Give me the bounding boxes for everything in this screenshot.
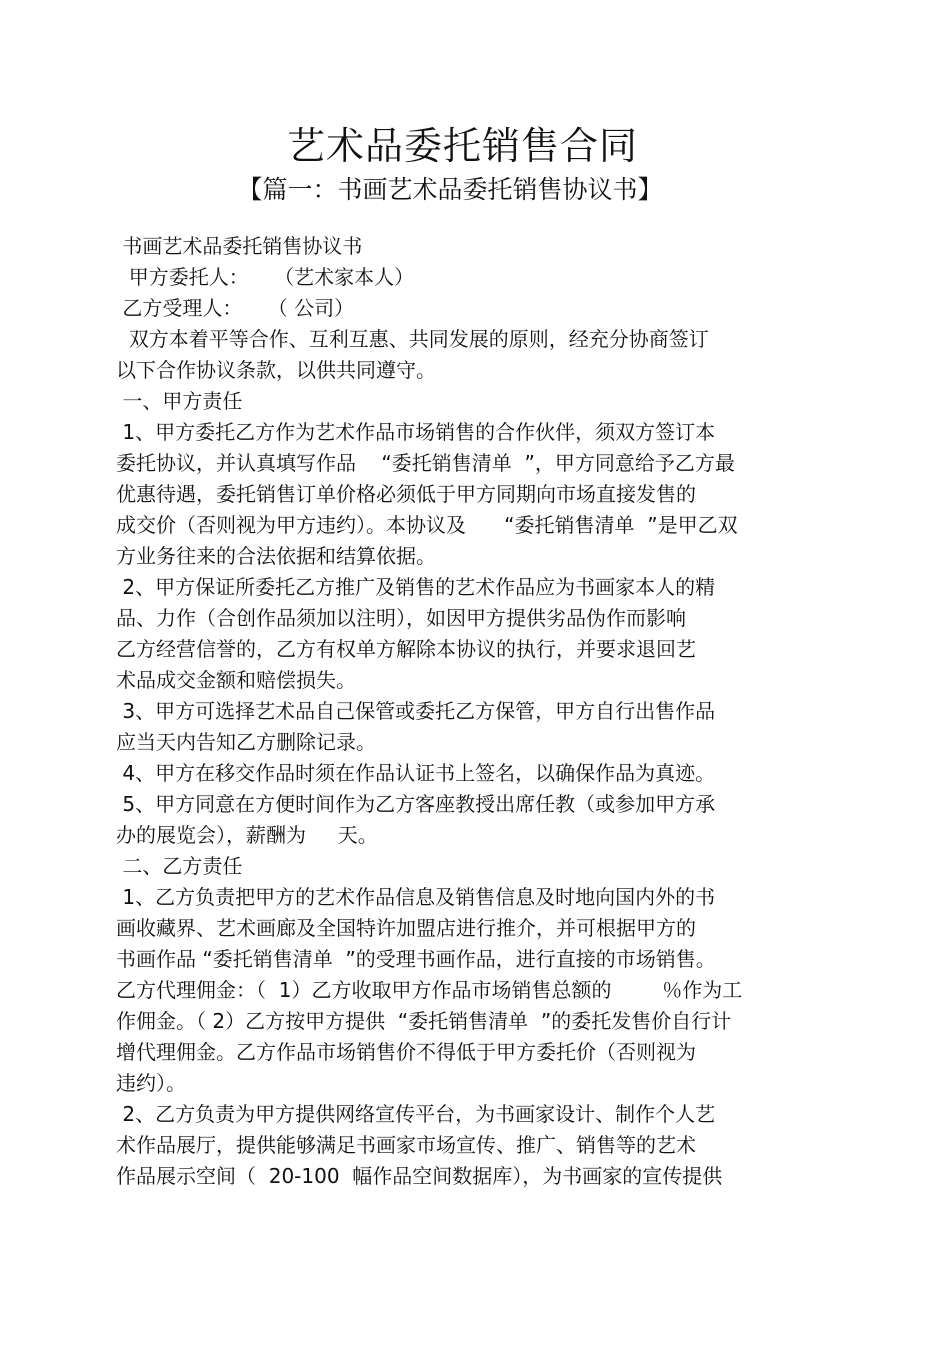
body-line: 作佣金。（ 2）乙方按甲方提供 “委托销售清单 ”的委托发售价自行计 bbox=[116, 1009, 732, 1033]
document-subtitle: 【篇一：书画艺术品委托销售协议书】 bbox=[237, 175, 663, 204]
body-line: 1、甲方委托乙方作为艺术作品市场销售的合作伙伴，须双方签订本 bbox=[116, 420, 716, 444]
body-line: 4、甲方在移交作品时须在作品认证书上签名，以确保作品为真迹。 bbox=[116, 761, 716, 785]
body-line: 术品成交金额和赔偿损失。 bbox=[116, 668, 356, 692]
body-line: 乙方受理人： （ 公司） bbox=[116, 296, 355, 320]
body-line: 2、乙方负责为甲方提供网络宣传平台，为书画家设计、制作个人艺 bbox=[116, 1102, 716, 1126]
body-line: 乙方代理佣金：（ 1）乙方收取甲方作品市场销售总额的 ％作为工 bbox=[116, 978, 743, 1002]
body-line: 增代理佣金。乙方作品市场销售价不得低于甲方委托价（否则视为 bbox=[116, 1040, 696, 1064]
body-line: 应当天内告知乙方删除记录。 bbox=[116, 730, 376, 754]
body-line: 甲方委托人： （艺术家本人） bbox=[116, 265, 415, 289]
body-line: 书画艺术品委托销售协议书 bbox=[116, 234, 363, 258]
body-line: 作品展示空间（ 20-100 幅作品空间数据库），为书画家的宣传提供 bbox=[116, 1164, 723, 1188]
body-line: 优惠待遇，委托销售订单价格必须低于甲方同期向市场直接发售的 bbox=[116, 482, 696, 506]
body-line: 画收藏界、艺术画廊及全国特许加盟店进行推介，并可根据甲方的 bbox=[116, 916, 696, 940]
body-line: 书画作品 “委托销售清单 ”的受理书画作品，进行直接的市场销售。 bbox=[116, 947, 716, 971]
body-line: 3、甲方可选择艺术品自己保管或委托乙方保管，甲方自行出售作品 bbox=[116, 699, 716, 723]
body-line: 双方本着平等合作、互利互惠、共同发展的原则，经充分协商签订 bbox=[116, 327, 709, 351]
document-body bbox=[116, 231, 836, 1192]
body-line: 乙方经营信誉的，乙方有权单方解除本协议的执行，并要求退回艺 bbox=[116, 637, 696, 661]
body-line: 品、力作（合创作品须加以注明），如因甲方提供劣品伪作而影响 bbox=[116, 606, 686, 630]
body-line: 5、甲方同意在方便时间作为乙方客座教授出席任教（或参加甲方承 bbox=[116, 792, 716, 816]
document-title: 艺术品委托销售合同 bbox=[286, 124, 638, 168]
body-line: 2、甲方保证所委托乙方推广及销售的艺术作品应为书画家本人的精 bbox=[116, 575, 716, 599]
body-line: 术作品展厅，提供能够满足书画家市场宣传、推广、销售等的艺术 bbox=[116, 1133, 696, 1157]
body-line: 成交价（否则视为甲方违约）。本协议及 “委托销售清单 ”是甲乙双 bbox=[116, 513, 738, 537]
body-line: 违约）。 bbox=[116, 1071, 186, 1095]
body-line: 以下合作协议条款，以供共同遵守。 bbox=[116, 358, 436, 382]
body-line: 方业务往来的合法依据和结算依据。 bbox=[116, 544, 436, 568]
body-line: 办的展览会），薪酬为 天。 bbox=[116, 823, 378, 847]
body-line: 1、乙方负责把甲方的艺术作品信息及销售信息及时地向国内外的书 bbox=[116, 885, 716, 909]
body-line: 二、乙方责任 bbox=[116, 854, 243, 878]
body-line: 一、甲方责任 bbox=[116, 389, 243, 413]
body-line: 委托协议，并认真填写作品 “委托销售清单 ”，甲方同意给予乙方最 bbox=[116, 451, 735, 475]
